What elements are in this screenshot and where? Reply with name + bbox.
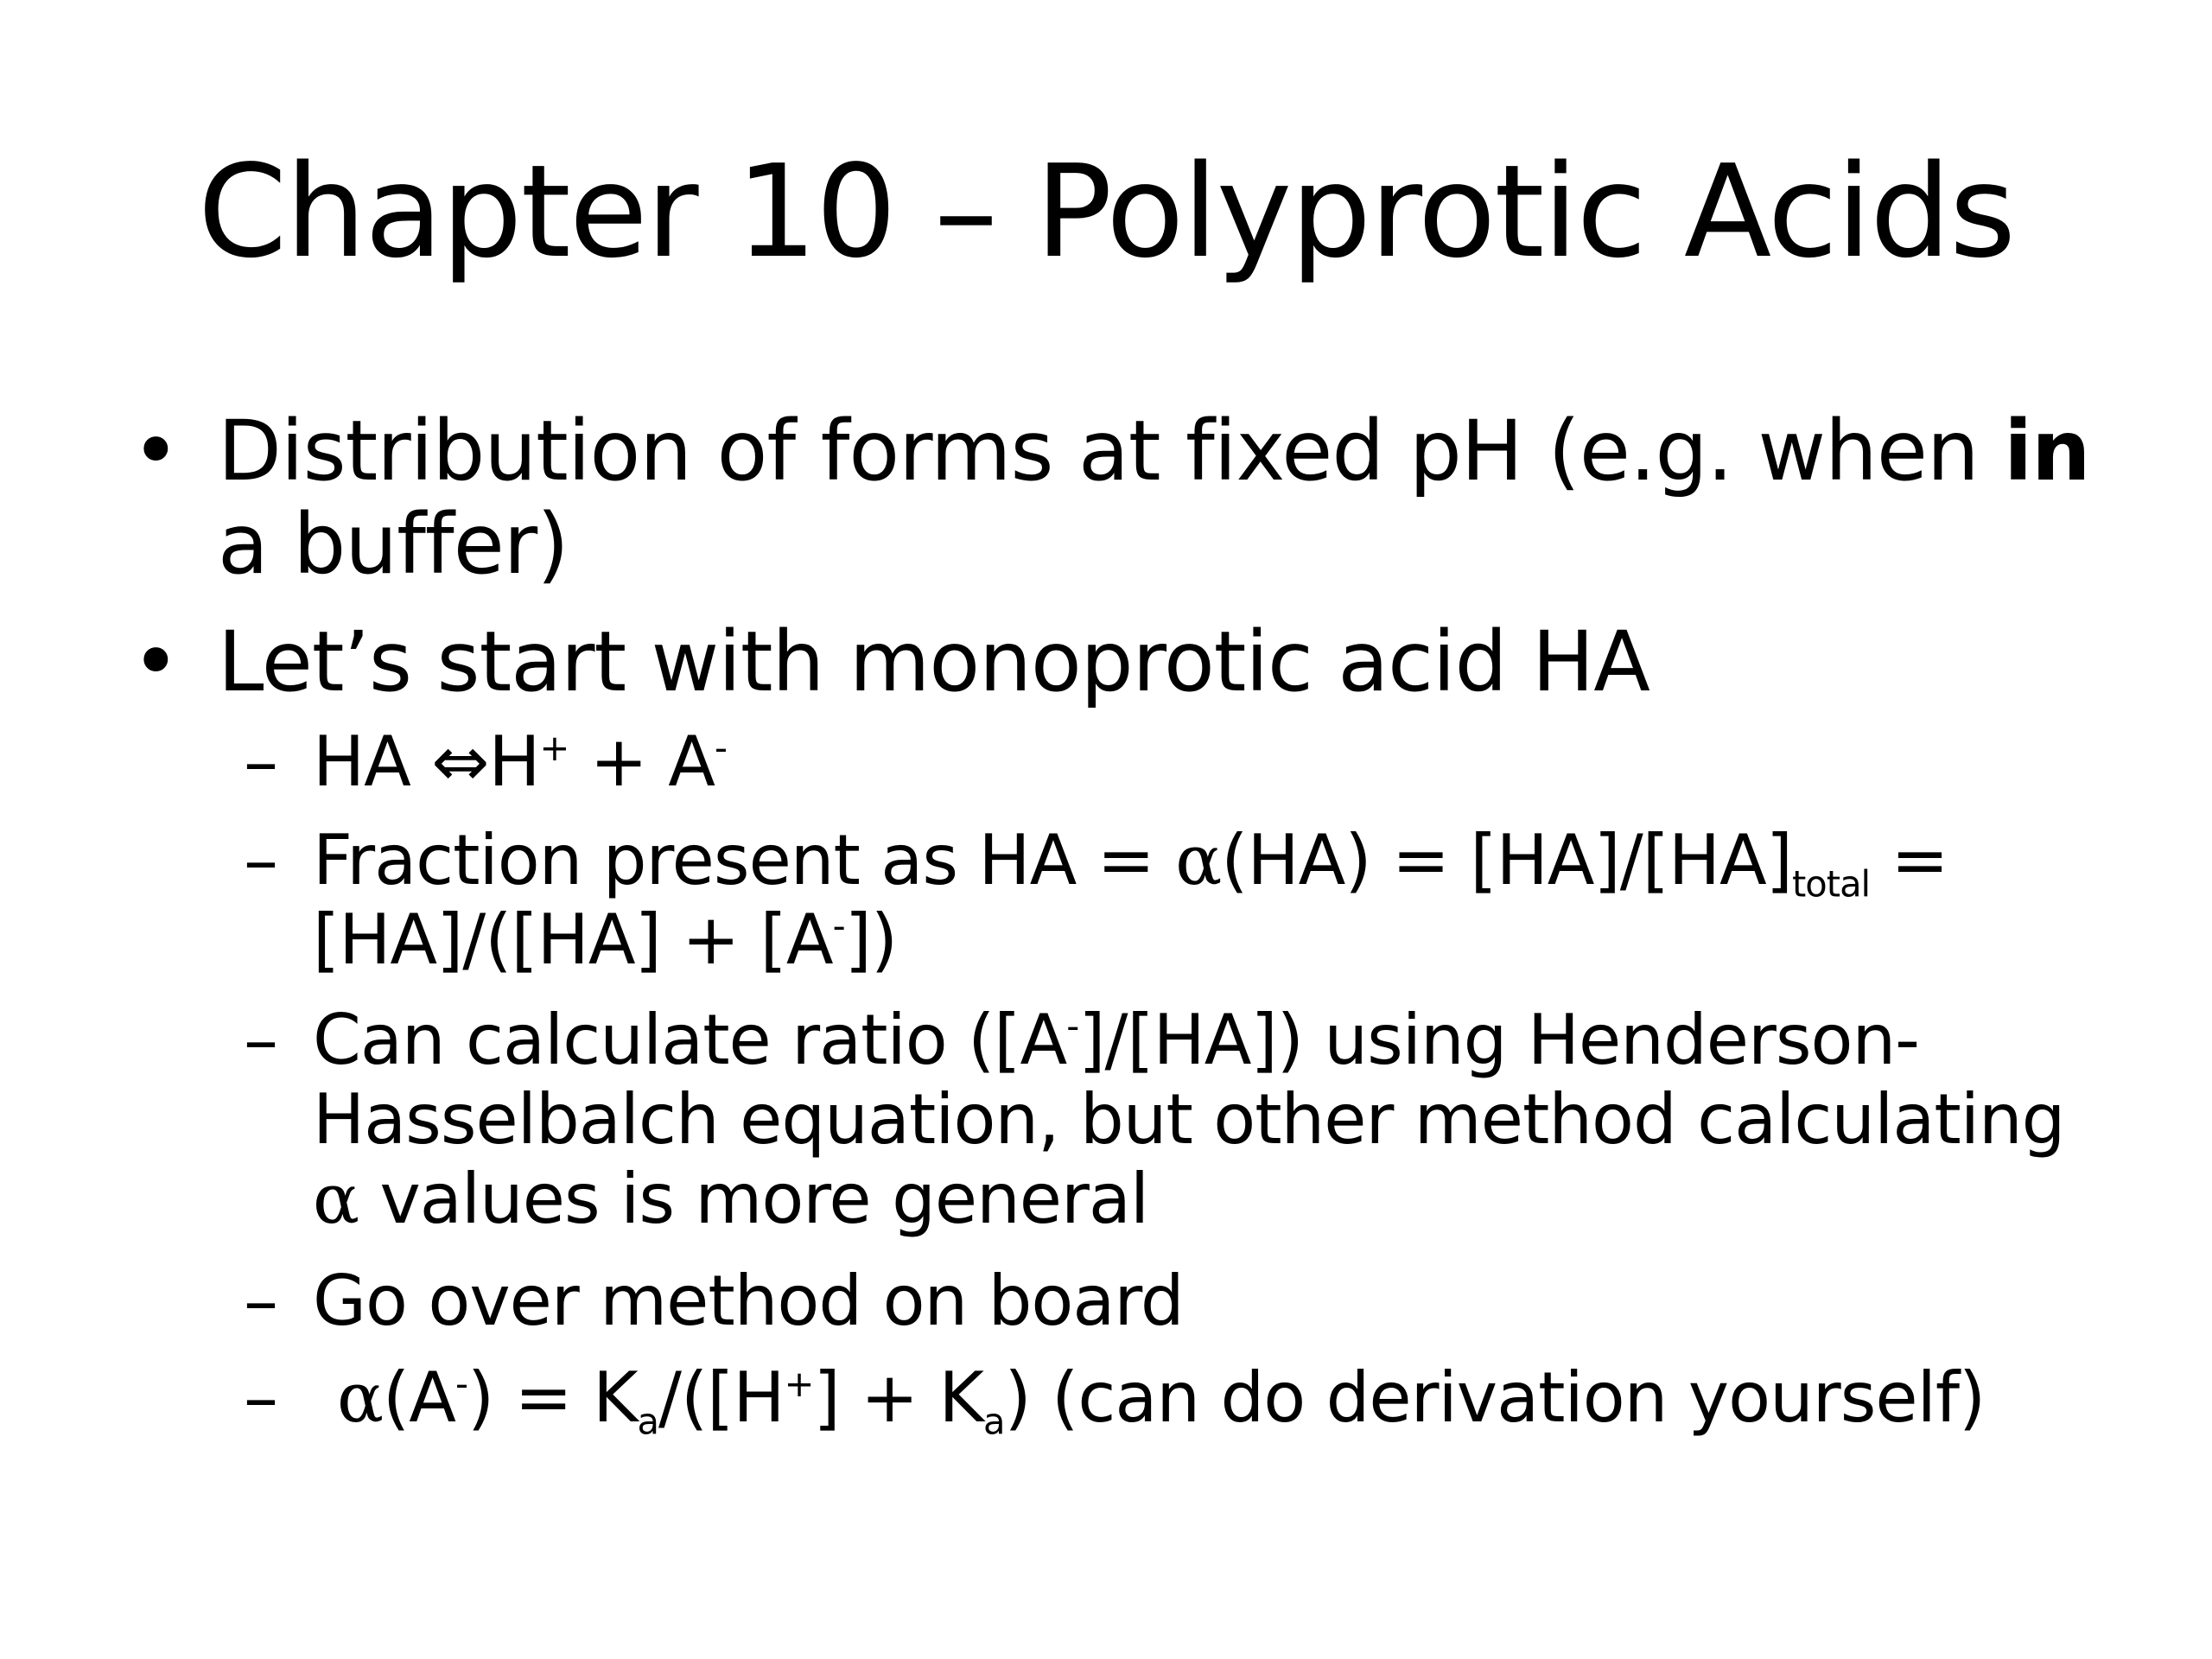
sub-ratio: – Can calculate ratio ([A-]/[HA]) using Henderson-Hasselbalch equation, but other method calculating α values is more general — [244, 1000, 2065, 1239]
alpha-symbol: α — [1175, 820, 1222, 900]
alpha-symbol: α — [313, 1159, 359, 1239]
bold-in: in — [2004, 403, 2090, 499]
bullet-monoprotic — [131, 615, 2101, 709]
sub-marker: – — [244, 820, 277, 900]
sub-alpha-expression: – $\alpha(A^-) = K_a/([H^+] + K_a)$ (can do derivation yourself) — [244, 1357, 1986, 1443]
sub-board: – Go over method on board — [244, 1261, 1184, 1341]
sub-marker: – — [244, 721, 277, 802]
sub-marker: – — [244, 1000, 277, 1080]
bullet-text: Let’s start with monoprotic acid HA — [218, 613, 1649, 710]
bullet-text: Distribution of forms at fixed pH (e.g. when in a buffer) — [218, 403, 2090, 593]
bullet-marker: • — [131, 403, 180, 499]
alpha-symbol: α — [337, 1357, 384, 1438]
sub-marker: – — [244, 1357, 277, 1438]
equilibrium-arrow-icon: ⇔ — [431, 721, 489, 802]
bullet-distribution — [131, 404, 2101, 591]
bullet-marker: • — [131, 613, 180, 710]
sub-marker: – — [244, 1261, 277, 1341]
sub-fraction: – Fraction present as HA = $\alpha(HA) = [HA]/[HA]_{total} = [HA]/([HA] + [A^-])$ — [244, 820, 1948, 980]
sub-equilibrium: – HA ⇔H+ + A- — [244, 721, 727, 802]
slide-title: Chapter 10 – Polyprotic Acids — [197, 137, 2015, 286]
